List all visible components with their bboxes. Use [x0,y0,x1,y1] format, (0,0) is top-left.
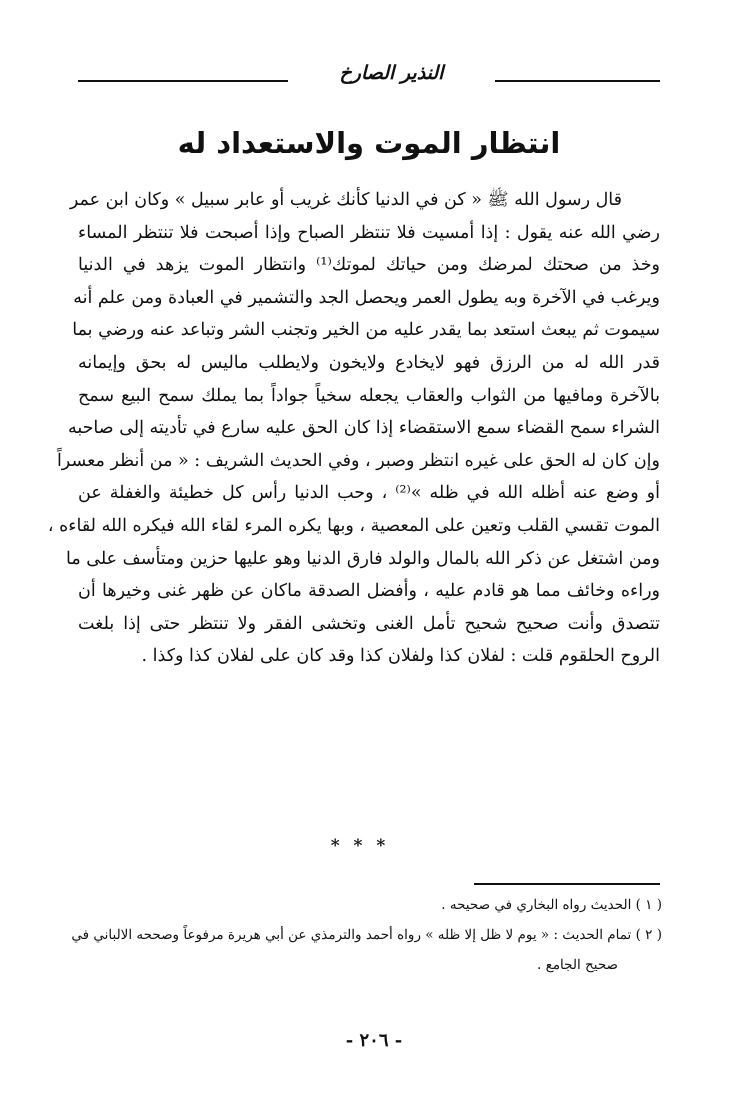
chapter-title: انتظار الموت والاستعداد له [177,126,561,160]
page-number: - ٢٠٦ - [345,1030,403,1051]
header-rule-left [78,80,288,82]
body-line: وإن كان له الحق على غيره انتظر وصبر ، وفي الحديث الشريف : « من أنظر معسراً [56,450,660,471]
header-rule-right [495,80,660,82]
footnote-1: ( ١ ) الحديث رواه البخاري في صحيحه . [441,897,662,913]
body-line: قدر الله له من الرزق فهو لايخادع ولايخون ولايطلب ماليس له بحق وإيمانه [78,352,660,373]
running-title: النذير الصارخ [339,62,444,84]
body-line: بالآخرة ومافيها من الثواب والعقاب يجعله سخياً جواداً بما يملك سمح البيع سمح [78,385,660,406]
footnotes [70,890,662,980]
body-line: الموت تقسي القلب وتعين على المعصية ، وبها يكره المرء لقاء الله فيكره الله لقاءه ، [47,515,660,536]
body-text [47,184,661,673]
footnote-2: ( ٢ ) تمام الحديث : « يوم لا ظل إلا ظله » رواه أحمد والترمذي عن أبي هريرة مرفوعاً وصححه الالباني في [71,927,662,943]
body-line: ومن اشتغل عن ذكر الله بالمال والولد فارق الدنيا وهو عليها حزين ومتأسف على ما [66,548,660,569]
body-line: ويرغب في الآخرة وبه يطول العمر ويحصل الجد والتشمير في العبادة ومن علم أنه [73,287,660,308]
body-line: قال رسول الله ﷺ « كن في الدنيا كأنك غريب أو عابر سبيل » وكان ابن عمر [69,190,622,210]
running-header [78,54,660,94]
body-line: وراءه وخائف مما هو قادم عليه ، وأفضل الصدقة ماكان عن ظهر غنى وخيرها أن [78,581,660,602]
body-line: الشراء سمح القضاء سمع الاستقضاء إذا كان الحق عليه سارع في تأديته إلى صاحبه [67,418,660,439]
body-line: أو وضع عنه أظله الله في ظله »⁽²⁾ ، وحب الدنيا رأس كل خطيئة والغفلة عن [78,483,660,504]
body-line: تتصدق وأنت صحيح شحيح تأمل الغنى وتخشى الفقر ولا تنتظر حتى إذا بلغت [78,613,660,634]
footnote-2-continued: صحيح الجامع . [537,957,618,973]
section-separator: * * * [330,836,390,856]
body-line: الروح الحلقوم قلت : لفلان كذا ولفلان كذا وقد كان على لفلان كذا وكذا . [141,646,660,667]
body-line: رضي الله عنه يقول : إذا أمسيت فلا تنتظر الصباح وإذا أصبحت فلا تنتظر المساء [78,222,660,243]
body-line: وخذ من صحتك لمرضك ومن حياتك لموتك⁽¹⁾ وانتظار الموت يزهد في الدنيا [78,255,661,276]
body-line: سيموت ثم يبعث استعد بما يقدر عليه من الخير وتجنب الشر وتباعد عنه ورضي بما [72,320,660,341]
footnote-rule [474,883,660,885]
